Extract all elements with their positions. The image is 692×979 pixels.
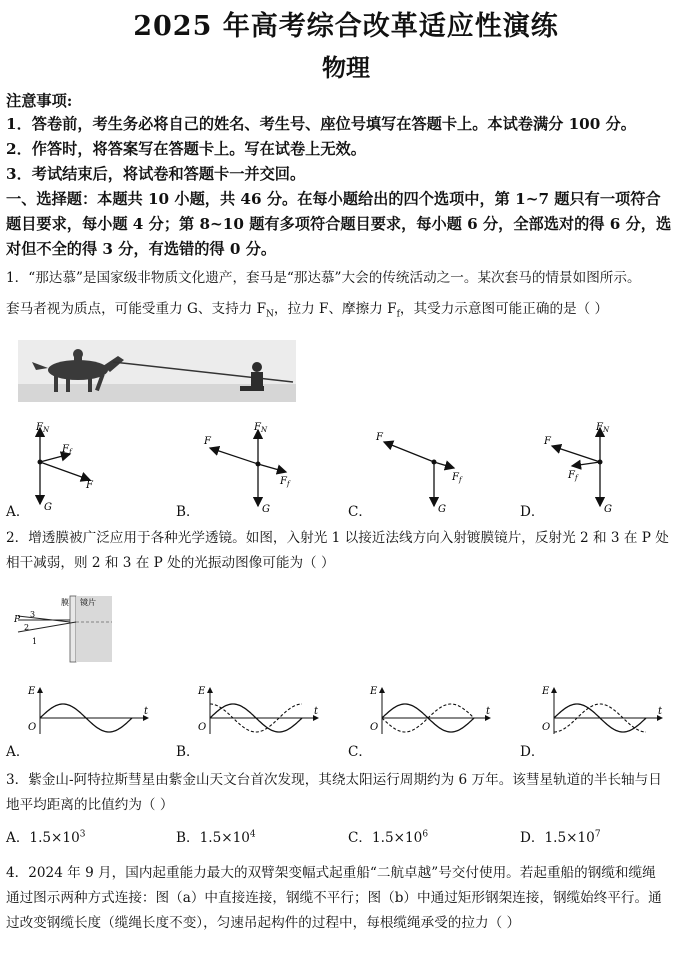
svg-text:F: F <box>544 436 551 447</box>
q2-option-d: D． <box>520 744 545 760</box>
q1-diagram-c <box>375 432 463 515</box>
q2-film-label: 膜 <box>61 598 69 607</box>
q1-option-b: B． <box>176 504 200 520</box>
axis-label-e: E <box>198 686 206 697</box>
q2-ray-3-label: 3 <box>30 610 36 619</box>
q2-graph-d <box>541 686 663 734</box>
q2-option-b: B． <box>176 744 200 760</box>
q1-option-a: A． <box>6 504 30 520</box>
q1-stem-line-2: 套马者视为质点，可能受重力 G、支持力 $F_N$，拉力 F、摩擦力 $F_f$，其受力示意图可能正确的是（ ） <box>6 301 609 320</box>
axis-label-t: t <box>658 706 663 717</box>
q2-wave-graphs <box>10 682 690 742</box>
exam-title: 2025 年高考综合改革适应性演练 <box>133 11 559 42</box>
svg-text:Ff: $F_f$ <box>62 444 72 456</box>
q3-stem-line-1: 3．紫金山-阿特拉斯彗星由紫金山天文台首次发现，其绕太阳运行周期约为 6 万年。该彗星轨道的半长轴与日 <box>6 772 662 788</box>
q2-stem-line-2: 相干减弱，则 2 和 3 在 P 处的光振动图像可能为（ ） <box>6 555 335 571</box>
axis-label-o: O <box>542 722 551 733</box>
q1-option-c: C． <box>348 504 372 520</box>
q3-option-b: B．$1.5\times 10^4$ <box>176 829 256 846</box>
svg-text:F: F <box>204 436 211 447</box>
svg-text:Ff: $F_f$ <box>280 476 290 488</box>
svg-text:G: G <box>604 504 612 515</box>
svg-text:FN: $F_N$ <box>254 422 268 434</box>
q1-diagram-d <box>543 422 612 515</box>
q2-stem-line-1: 2．增透膜被广泛应用于各种光学透镜。如图，入射光 1 以接近法线方向入射镀膜镜片，反射光 2 和 3 在 P 处 <box>6 530 669 546</box>
notice-item-2: 2．作答时，将答案写在答题卡上。写在试卷上无效。 <box>6 140 366 158</box>
svg-text:G: G <box>44 502 52 513</box>
axis-label-o: O <box>28 722 37 733</box>
q4-stem-line-1: 4．2024 年 9 月，国内起重能力最大的双臂架变幅式起重船“二航卓越”号交付使用。若起重船的钢缆和缆绳 <box>6 865 656 881</box>
svg-text:Ff: $F_f$ <box>452 472 462 484</box>
q2-ray-2-label: 2 <box>24 623 30 632</box>
q3-option-d: D．$1.5\times 10^7$ <box>520 829 601 846</box>
notice-item-1: 1．答卷前，考生务必将自己的姓名、考生号、座位号填写在答题卡上。本试卷满分 100 分。 <box>6 115 636 133</box>
axis-label-e: E <box>370 686 378 697</box>
notice-heading: 注意事项: <box>6 92 73 110</box>
q4-stem-line-2: 通过图示两种方式连接：图（a）中直接连接，钢缆不平行；图（b）中通过矩形钢架连接，钢缆始终平行。通 <box>6 890 662 906</box>
q1-stem-line-1: 1．“那达慕”是国家级非物质文化遗产，套马是“那达慕”大会的传统活动之一。某次套马的情景如图所示。 <box>6 270 641 286</box>
q3-stem-line-2: 地平均距离的比值约为（ ） <box>6 797 174 813</box>
q2-lens-label: 镜片 <box>80 598 96 607</box>
q2-graph-b <box>197 686 319 734</box>
q2-option-a: A． <box>6 744 30 760</box>
svg-text:FN: $F_N$ <box>596 422 610 434</box>
svg-text:Ff: $F_f$ <box>568 470 578 482</box>
section1-line-2: 题目要求，每小题 4 分；第 8~10 题有多项符合题目要求，每小题 6 分，全部选对的得 6 分，选 <box>6 215 672 233</box>
axis-label-o: O <box>198 722 207 733</box>
q2-option-c: C． <box>348 744 372 760</box>
q3-option-a: A．$1.5\times 10^3$ <box>6 829 86 846</box>
q2-graph-c <box>369 686 491 734</box>
svg-text:G: G <box>262 504 270 515</box>
q1-lasso-photo <box>18 340 296 402</box>
axis-label-o: O <box>370 722 379 733</box>
q1-diagram-a <box>35 422 94 513</box>
axis-label-t: t <box>314 706 319 717</box>
svg-text:F: F <box>86 480 93 491</box>
axis-label-t: t <box>144 706 149 717</box>
section1-line-1: 一、选择题：本题共 10 小题，共 46 分。在每小题给出的四个选项中，第 1~7 题只有一项符合 <box>6 190 661 208</box>
q2-ray-1-label: 1 <box>32 637 38 646</box>
axis-label-e: E <box>28 686 36 697</box>
q1-diagram-b <box>203 422 291 515</box>
svg-text:FN: $F_N$ <box>36 422 50 434</box>
axis-label-e: E <box>542 686 550 697</box>
q2-graph-a <box>27 686 149 734</box>
axis-label-t: t <box>486 706 491 717</box>
notice-item-3: 3．考试结束后，将试卷和答题卡一并交回。 <box>6 165 306 183</box>
q2-graph-group <box>27 686 663 734</box>
q3-option-c: C．$1.5\times 10^6$ <box>348 829 429 846</box>
q1-option-d: D． <box>520 504 545 520</box>
q2-point-p-label: P <box>14 615 21 625</box>
q4-stem-line-3: 过改变钢缆长度（缆绳长度不变），匀速吊起构件的过程中，每根缆绳承受的拉力（ ） <box>6 915 521 931</box>
exam-subject: 物理 <box>322 53 370 82</box>
q2-film-diagram <box>14 592 114 664</box>
svg-text:G: G <box>438 504 446 515</box>
section1-line-3: 对但不全的得 3 分，有选错的得 0 分。 <box>6 240 277 258</box>
svg-text:F: F <box>376 432 383 443</box>
